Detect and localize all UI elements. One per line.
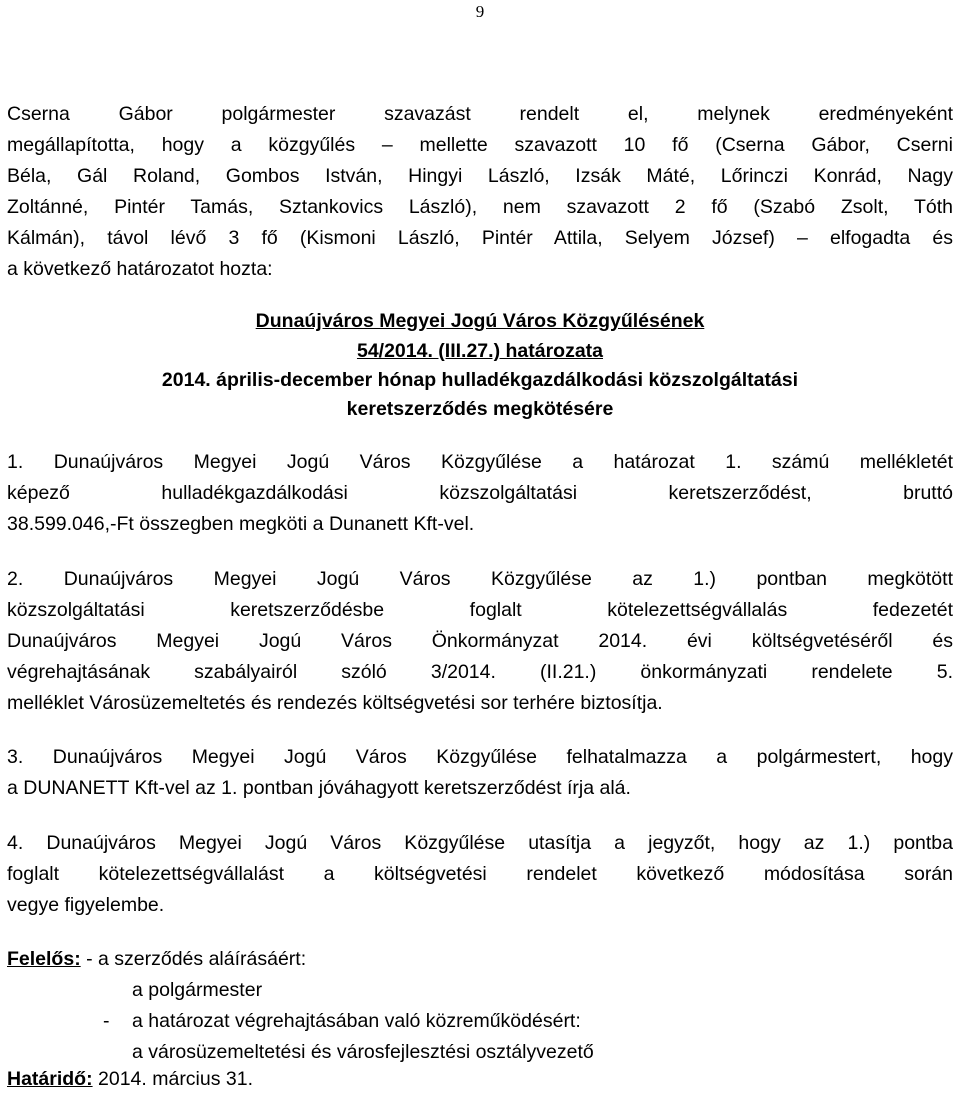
point-line: vegye figyelembe. [7,894,165,916]
intro-line: Cserna Gábor polgármester szavazást rendelt el, melynek eredményeként [7,103,953,125]
responsible-person: a polgármester [132,979,263,1001]
responsible-line [7,944,953,974]
point-line: foglalt kötelezettségvállalást a költségvetési rendelet következő módosítása során [7,863,953,885]
point-line: 3. Dunaújváros Megyei Jogú Város Közgyűlése felhatalmazza a polgármestert, hogy [7,746,953,768]
intro-line: Béla, Gál Roland, Gombos István, Hingyi László, Izsák Máté, Lőrinczi Konrád, Nagy [7,165,953,187]
deadline-label: Határidő: [7,1068,93,1090]
resolution-title-line: Dunaújváros Megyei Jogú Város Közgyűlésének [255,310,705,332]
point-line: végrehajtásának szabályairól szóló 3/2014. (II.21.) önkormányzati rendelete 5. [7,661,953,683]
responsible-item: - a szerződés aláírásáért: [80,948,307,970]
resolution-subject-line: 2014. április-december hónap hulladékgazdálkodási közszolgáltatási [161,369,799,391]
point-line: 2. Dunaújváros Megyei Jogú Város Közgyűlése az 1.) pontban megkötött [7,568,953,590]
responsible-person: a városüzemeltetési és városfejlesztési osztályvezető [132,1041,594,1063]
point-line: Dunaújváros Megyei Jogú Város Önkormányzat 2014. évi költségvetéséről és [7,630,953,652]
responsible-line [7,1037,953,1067]
intro-line: a következő határozatot hozta: [7,258,273,280]
responsible-line [7,1006,953,1036]
resolution-title-line: 54/2014. (III.27.) határozata [356,340,604,362]
deadline-value: 2014. március 31. [92,1068,254,1090]
responsible-item: a határozat végrehajtásában való közreműködésért: [132,1010,581,1032]
point-line: melléklet Városüzemeltetés és rendezés költségvetési sor terhére biztosítja. [7,692,663,714]
point-line: 4. Dunaújváros Megyei Jogú Város Közgyűlése utasítja a jegyzőt, hogy az 1.) pontba [7,832,953,854]
resolution-subject-line: keretszerződés megkötésére [346,398,614,420]
intro-line: Zoltánné, Pintér Tamás, Sztankovics László), nem szavazott 2 fő (Szabó Zsolt, Tóth [7,196,953,218]
point-line: közszolgáltatási keretszerződésbe foglalt kötelezettségvállalás fedezetét [7,599,953,621]
page-number: 9 [475,2,485,21]
responsible-dash: - [103,1010,110,1032]
point-line: 38.599.046,-Ft összegben megköti a Dunanett Kft-vel. [7,513,475,535]
responsible-label: Felelős: [7,948,81,970]
point-line: 1. Dunaújváros Megyei Jogú Város Közgyűlése a határozat 1. számú mellékletét [7,451,953,473]
responsible-line [7,975,953,1005]
deadline-line [7,1064,953,1094]
point-line: képező hulladékgazdálkodási közszolgáltatási keretszerződést, bruttó [7,482,953,504]
intro-line: Kálmán), távol lévő 3 fő (Kismoni László, Pintér Attila, Selyem József) – elfogadta és [7,227,953,249]
point-line: a DUNANETT Kft-vel az 1. pontban jóváhagyott keretszerződést írja alá. [7,777,631,799]
intro-line: megállapította, hogy a közgyűlés – mellette szavazott 10 fő (Cserna Gábor, Cserni [7,134,953,156]
